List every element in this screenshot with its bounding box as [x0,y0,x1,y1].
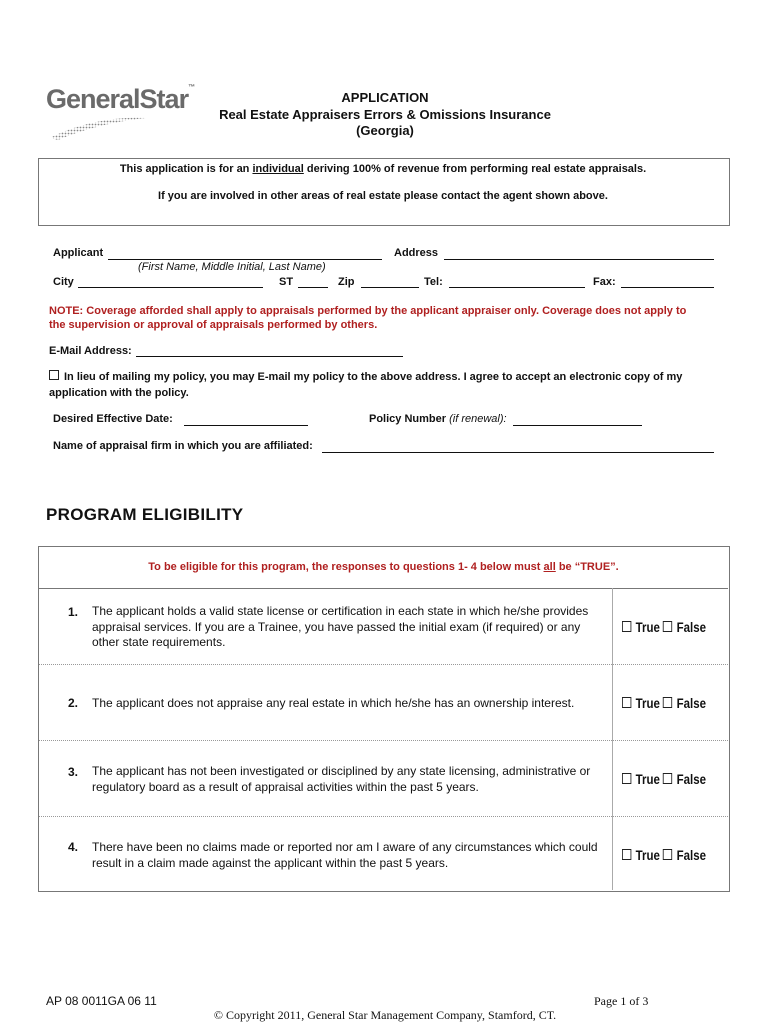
policy-number-label [369,413,507,425]
false-checkbox[interactable] [663,773,672,784]
policy-number-text: Policy Number [369,413,447,425]
eligibility-note-pre: To be eligible for this program, the responses to questions 1- 4 below must [148,561,544,573]
logo-text: GeneralStar [46,84,189,114]
appraisal-firm-label: Name of appraisal firm in which you are affiliated: [53,440,313,452]
true-false-options [622,696,706,711]
intro-line-1-pre: This application is for an [119,163,253,175]
email-label: E-Mail Address: [49,345,132,357]
true-false-options [622,620,706,635]
false-label: False [676,848,706,863]
question-number: 3. [68,765,79,779]
page-number: Page 1 of 3 [594,994,649,1008]
question-text: The applicant has not been investigated or disciplined by any state licensing, administrative or regulatory board as a result of appraisal activities within the past 5 years. [92,764,591,794]
policy-number-field[interactable] [513,425,642,426]
email-policy-checkbox[interactable] [49,370,59,380]
true-checkbox[interactable] [622,697,631,708]
effective-date-field[interactable] [184,425,308,426]
true-checkbox[interactable] [622,773,631,784]
question-text: The applicant holds a valid state license or certification in each state in which he/she provides appraisal services. If you are a Trainee, you have passed the initial exam (if required) or any other state requirements. [92,604,589,649]
false-checkbox[interactable] [663,849,672,860]
true-checkbox[interactable] [622,621,631,632]
logo-trademark: ™ [188,84,195,91]
address-field[interactable] [444,259,714,260]
false-label: False [676,696,706,711]
question-number: 2. [68,696,79,710]
email-policy-consent [49,369,682,401]
false-checkbox[interactable] [663,621,672,632]
consent-line-1: In lieu of mailing my policy, you may E-mail my policy to the above address. I agree to accept an electronic copy of my [64,371,683,383]
zip-field[interactable] [361,287,419,288]
fax-field[interactable] [621,287,714,288]
eligibility-note-underlined: all [543,561,556,573]
header-state: (Georgia) [356,123,414,138]
question-text: The applicant does not appraise any real estate in which he/she has an ownership interest. [92,696,575,710]
form-number: AP 08 0011GA 06 11 [46,994,157,1008]
state-field[interactable] [298,287,328,288]
copyright-notice: © Copyright 2011, General Star Management Company, Stamford, CT. [213,1008,557,1022]
effective-date-label: Desired Effective Date: [53,413,173,425]
eligibility-note-post: be “TRUE”. [555,561,619,573]
city-label: City [53,276,74,288]
logo-swoosh-icon [46,84,161,142]
true-checkbox[interactable] [622,849,631,860]
true-label: True [635,848,660,863]
intro-line-1-underlined: individual [252,163,304,175]
applicant-name-hint: (First Name, Middle Initial, Last Name) [138,261,326,273]
eligibility-note [39,561,728,573]
address-label: Address [394,247,439,259]
state-label: ST [279,276,294,288]
applicant-label: Applicant [53,247,104,259]
intro-line-1-post: deriving 100% of revenue from performing real estate appraisals. [303,163,647,175]
coverage-note-line-2: the supervision or approval of appraisals performed by others. [49,319,378,331]
applicant-field[interactable] [108,259,382,260]
generalstar-logo [46,84,195,142]
tel-label: Tel: [424,276,443,288]
header-subtitle: Real Estate Appraisers Errors & Omissions Insurance [219,106,551,122]
intro-line-1 [38,163,728,175]
true-false-options [622,848,706,863]
true-label: True [635,772,660,787]
question-text: There have been no claims made or reported nor am I aware of any circumstances which could result in a claim made against the applicant within the past 5 years. [92,840,598,870]
email-field[interactable] [136,356,403,357]
true-false-options [622,772,706,787]
true-label: True [635,696,660,711]
fax-label: Fax: [593,276,616,288]
program-eligibility-title: PROGRAM ELIGIBILITY [46,505,244,524]
false-label: False [676,772,706,787]
application-header [180,90,590,140]
coverage-note-line-1: NOTE: Coverage afforded shall apply to appraisals performed by the applicant appraiser only. Coverage does not apply to [49,305,687,317]
header-title: APPLICATION [341,90,429,105]
intro-line-2: If you are involved in other areas of real estate please contact the agent shown above. [158,190,608,202]
if-renewal-hint: (if renewal): [449,413,507,425]
question-number: 4. [68,840,79,854]
appraisal-firm-field[interactable] [322,452,714,453]
tel-field[interactable] [449,287,585,288]
false-label: False [676,620,706,635]
true-label: True [635,620,660,635]
false-checkbox[interactable] [663,697,672,708]
zip-label: Zip [338,276,355,288]
city-field[interactable] [78,287,263,288]
coverage-note [49,304,724,332]
consent-line-2: application with the policy. [49,387,189,399]
question-number: 1. [68,605,79,619]
